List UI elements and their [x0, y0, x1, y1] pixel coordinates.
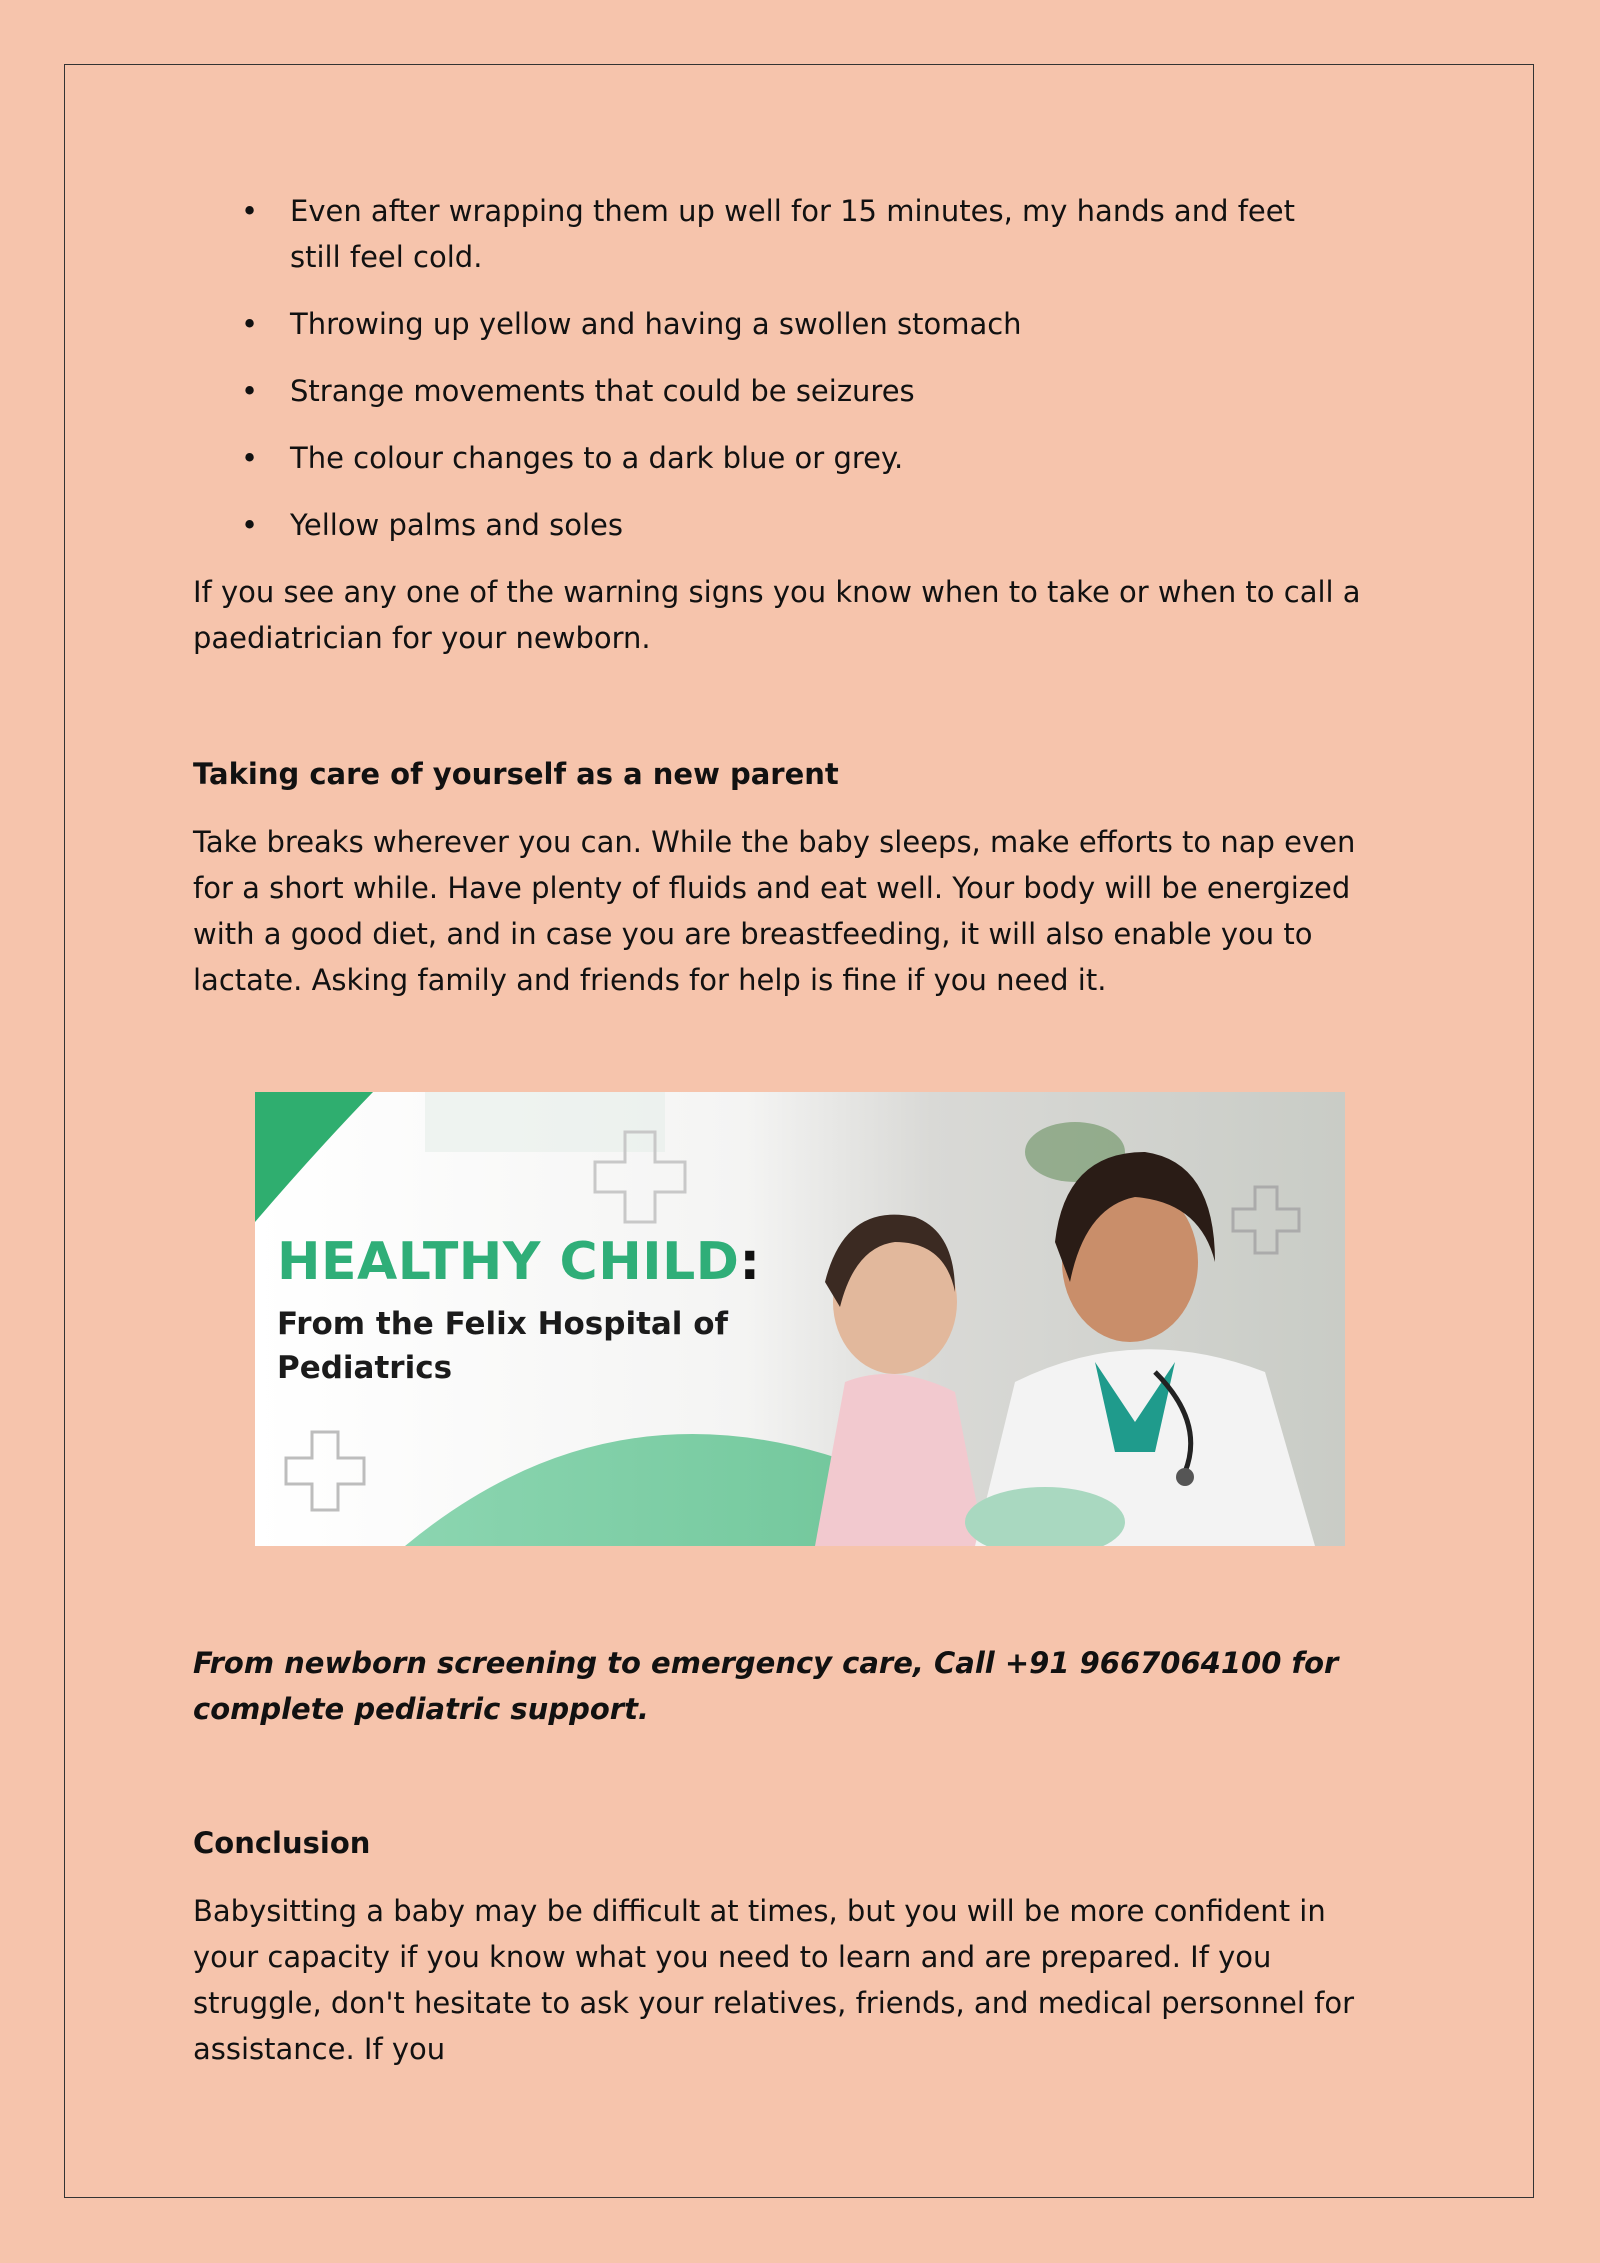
conclusion-paragraph: Babysitting a baby may be difficult at times, but you will be more confident in your capacity if you know what you need to learn and are prepared. If you struggle, don't hesitate to ask your relatives, friends, and medical personnel for assistance. If you [193, 1894, 1355, 2066]
banner-subtitle-line: Pediatrics [277, 1350, 453, 1386]
conclusion-heading: Conclusion [193, 1826, 371, 1860]
bullet-icon: • [241, 508, 259, 542]
bullet-icon: • [241, 374, 259, 408]
list-item-text: Yellow palms and soles [290, 508, 623, 542]
list-item [193, 301, 1353, 347]
list-item [193, 502, 1353, 548]
warning-paragraph: If you see any one of the warning signs you know when to take or when to call a paediatrician for your newborn. [193, 575, 1361, 655]
list-item-text: Throwing up yellow and having a swollen stomach [290, 307, 1022, 341]
list-item [193, 188, 1353, 280]
care-heading: Taking care of yourself as a new parent [193, 757, 839, 791]
list-item-text: Strange movements that could be seizures [290, 374, 915, 408]
bullet-icon: • [241, 441, 259, 475]
warning-signs-list [193, 188, 1393, 548]
banner-subtitle [277, 1302, 757, 1390]
banner-subtitle-line: From the Felix Hospital of [277, 1306, 729, 1342]
list-item-text: The colour changes to a dark blue or grey. [290, 441, 904, 475]
healthy-child-banner [255, 1092, 1345, 1546]
list-item [193, 368, 1353, 414]
bullet-icon: • [241, 307, 259, 341]
banner-title [277, 1232, 761, 1292]
list-item-text: Even after wrapping them up well for 15 minutes, my hands and feet still feel cold. [290, 194, 1295, 274]
banner-title-colon: : [739, 1232, 761, 1292]
bullet-icon: • [241, 194, 259, 228]
call-to-action: From newborn screening to emergency care, Call +91 9667064100 for complete pediatric support. [193, 1646, 1339, 1726]
list-item [193, 435, 1353, 481]
care-paragraph: Take breaks wherever you can. While the baby sleeps, make efforts to nap even for a short while. Have plenty of fluids and eat well. Your body will be energized with a good diet, and in case you are breastfeeding, it will also enable you to lactate. Asking family and friends for help is fine if you need it. [193, 825, 1356, 997]
banner-title-text: HEALTHY CHILD [277, 1232, 740, 1292]
document-body [193, 188, 1393, 1003]
conclusion-section [193, 1820, 1393, 2072]
